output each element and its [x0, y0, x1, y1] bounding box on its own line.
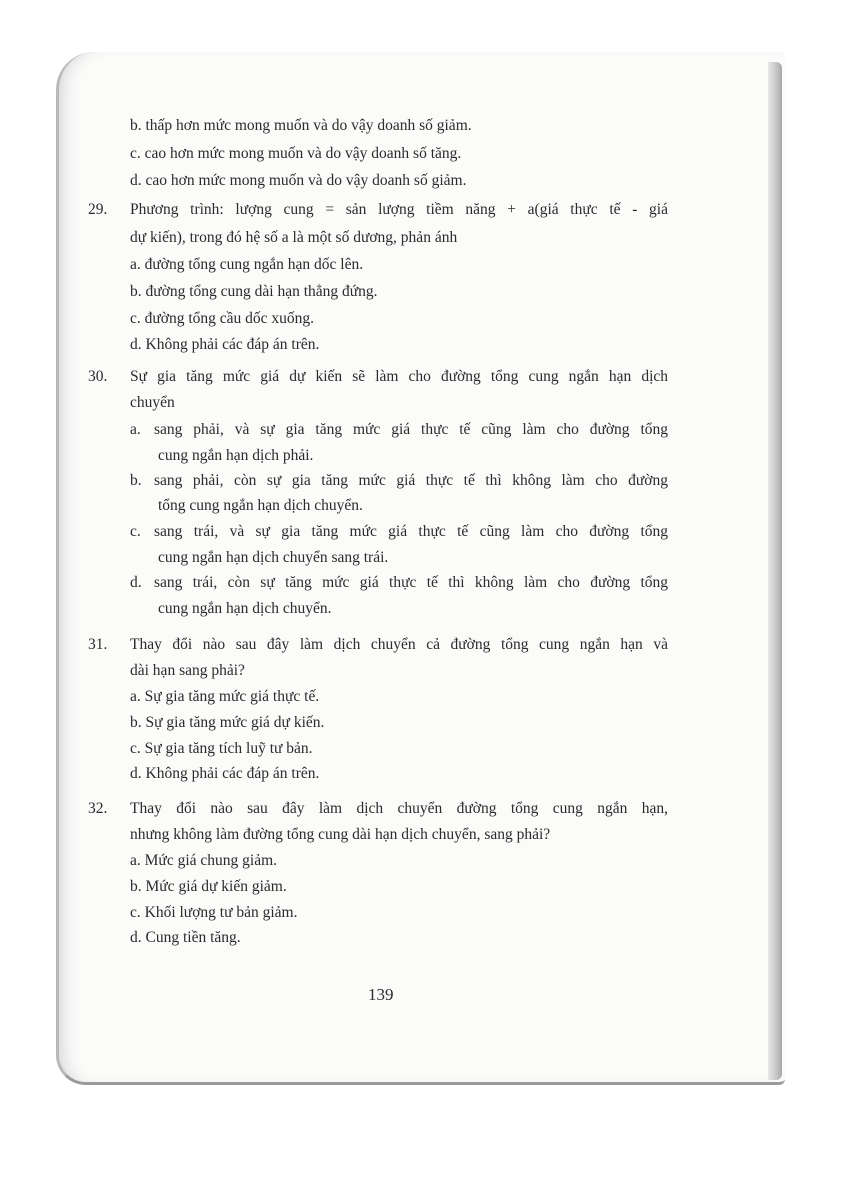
question-31-option-c: c. Sự gia tăng tích luỹ tư bản. — [130, 740, 313, 757]
question-30-option-b-line2: tổng cung ngắn hạn dịch chuyển. — [158, 497, 363, 514]
question-30-option-a-line2: cung ngắn hạn dịch phải. — [158, 447, 314, 464]
question-30-option-d-line1: sang trái, còn sự tăng mức giá thực tế thì không làm cho đường tổng — [154, 574, 668, 591]
question-30-option-b-line1: sang phải, còn sự gia tăng mức giá thực tế thì không làm cho đường — [154, 472, 668, 489]
question-30-option-d-label: d. — [130, 574, 142, 591]
question-32-option-c: c. Khối lượng tư bản giảm. — [130, 904, 298, 921]
question-30-option-d-line2: cung ngắn hạn dịch chuyển. — [158, 600, 332, 617]
question-31-number: 31. — [88, 636, 108, 653]
question-31-option-b: b. Sự gia tăng mức giá dự kiến. — [130, 714, 325, 731]
prev-option-b: b. thấp hơn mức mong muốn và do vậy doanh số giảm. — [130, 117, 472, 134]
question-30-option-a-label: a. — [130, 421, 141, 438]
question-29-stem-line1: Phương trình: lượng cung = sản lượng tiềm năng + a(giá thực tế - giá — [130, 201, 668, 218]
question-32-stem-line1: Thay đổi nào sau đây làm dịch chuyển đường tổng cung ngắn hạn, — [130, 800, 668, 817]
question-30-number: 30. — [88, 368, 108, 385]
question-29-number: 29. — [88, 201, 108, 218]
question-30-option-c-line1: sang trái, và sự gia tăng mức giá thực tế cũng làm cho đường tổng — [154, 523, 668, 540]
question-30-stem-line1: Sự gia tăng mức giá dự kiến sẽ làm cho đường tổng cung ngắn hạn dịch — [130, 368, 668, 385]
prev-option-c: c. cao hơn mức mong muốn và do vậy doanh số tăng. — [130, 145, 462, 162]
question-31-stem-line2: dài hạn sang phải? — [130, 662, 245, 679]
question-29-stem-line2: dự kiến), trong đó hệ số a là một số dương, phản ánh — [130, 229, 458, 246]
question-32-stem-line2: nhưng không làm đường tổng cung dài hạn dịch chuyển, sang phải? — [130, 826, 551, 843]
question-31-option-a: a. Sự gia tăng mức giá thực tế. — [130, 688, 320, 705]
question-32-number: 32. — [88, 800, 108, 817]
question-30-option-b-label: b. — [130, 472, 142, 489]
question-32-option-a: a. Mức giá chung giảm. — [130, 852, 278, 869]
question-29-option-c: c. đường tổng cầu dốc xuống. — [130, 310, 315, 327]
question-31-option-d: d. Không phải các đáp án trên. — [130, 765, 320, 782]
page-number: 139 — [368, 985, 394, 1004]
question-29-option-b: b. đường tổng cung dài hạn thẳng đứng. — [130, 283, 378, 300]
question-29-option-d: d. Không phải các đáp án trên. — [130, 336, 320, 353]
question-30-option-c-line2: cung ngắn hạn dịch chuyển sang trái. — [158, 549, 389, 566]
question-30-stem-line2: chuyển — [130, 394, 175, 411]
question-31-stem-line1: Thay đổi nào sau đây làm dịch chuyển cả đường tổng cung ngắn hạn và — [130, 636, 668, 653]
question-32-option-b: b. Mức giá dự kiến giảm. — [130, 878, 287, 895]
question-32-option-d: d. Cung tiền tăng. — [130, 929, 241, 946]
question-29-option-a: a. đường tổng cung ngắn hạn dốc lên. — [130, 256, 364, 273]
prev-option-d: d. cao hơn mức mong muốn và do vậy doanh số giảm. — [130, 172, 467, 189]
question-30-option-a-line1: sang phải, và sự gia tăng mức giá thực tế cũng làm cho đường tổng — [154, 421, 668, 438]
question-30-option-c-label: c. — [130, 523, 141, 540]
